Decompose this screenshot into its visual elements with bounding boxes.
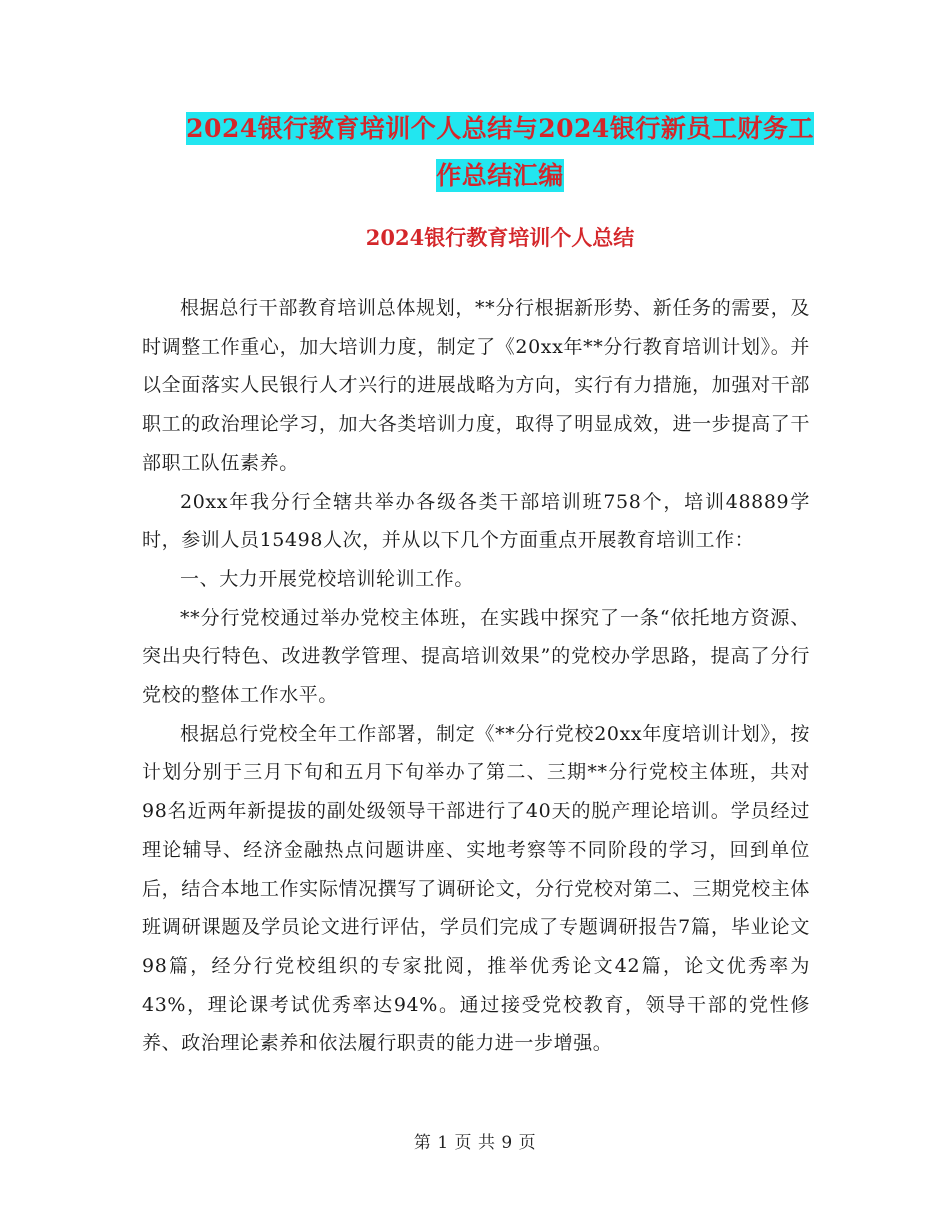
page-footer: 第 1 页 共 9 页	[413, 1133, 537, 1153]
paragraph: 一、大力开展党校培训轮训工作。	[180, 567, 475, 590]
document-body	[142, 289, 810, 1063]
paragraph: 根据总行干部教育培训总体规划，**分行根据新形势、新任务的需要，及时调整工作重心，加大培训力度，制定了《20xx年**分行教育培训计划》。并以全面落实人民银行人才兴行的进展战略为方向，实行有力措施，加强对干部职工的政治理论学习，加大各类培训力度，取得了明显成效，进一步提高了干部职工队伍素养。	[142, 297, 810, 474]
paragraph: **分行党校通过举办党校主体班，在实践中探究了一条“依托地方资源、突出央行特色、改进教学管理、提高培训效果”的党校办学思路，提高了分行党校的整体工作水平。	[142, 606, 810, 707]
document-title-line-2: 作总结汇编	[436, 161, 564, 190]
section-title: 2024银行教育培训个人总结	[365, 225, 635, 250]
paragraph: 20xx年我分行全辖共举办各级各类干部培训班758个，培训48889学时，参训人员15498人次，并从以下几个方面重点开展教育培训工作：	[142, 490, 810, 552]
paragraph: 根据总行党校全年工作部署，制定《**分行党校20xx年度培训计划》，按计划分别于三月下旬和五月下旬举办了第二、三期**分行党校主体班，共对98名近两年新提拔的副处级领导干部进行了40天的脱产理论培训。学员经过理论辅导、经济金融热点问题讲座、实地考察等不同阶段的学习，回到单位后，结合本地工作实际情况撰写了调研论文，分行党校对第二、三期党校主体班调研课题及学员论文进行评估，学员们完成了专题调研报告7篇，毕业论文98篇，经分行党校组织的专家批阅，推举优秀论文42篇，论文优秀率为43%，理论课考试优秀率达94%。通过接受党校教育，领导干部的党性修养、政治理论素养和依法履行职责的能力进一步增强。	[142, 722, 810, 1055]
document-title-line-1: 2024银行教育培训个人总结与2024银行新员工财务工	[186, 114, 814, 143]
